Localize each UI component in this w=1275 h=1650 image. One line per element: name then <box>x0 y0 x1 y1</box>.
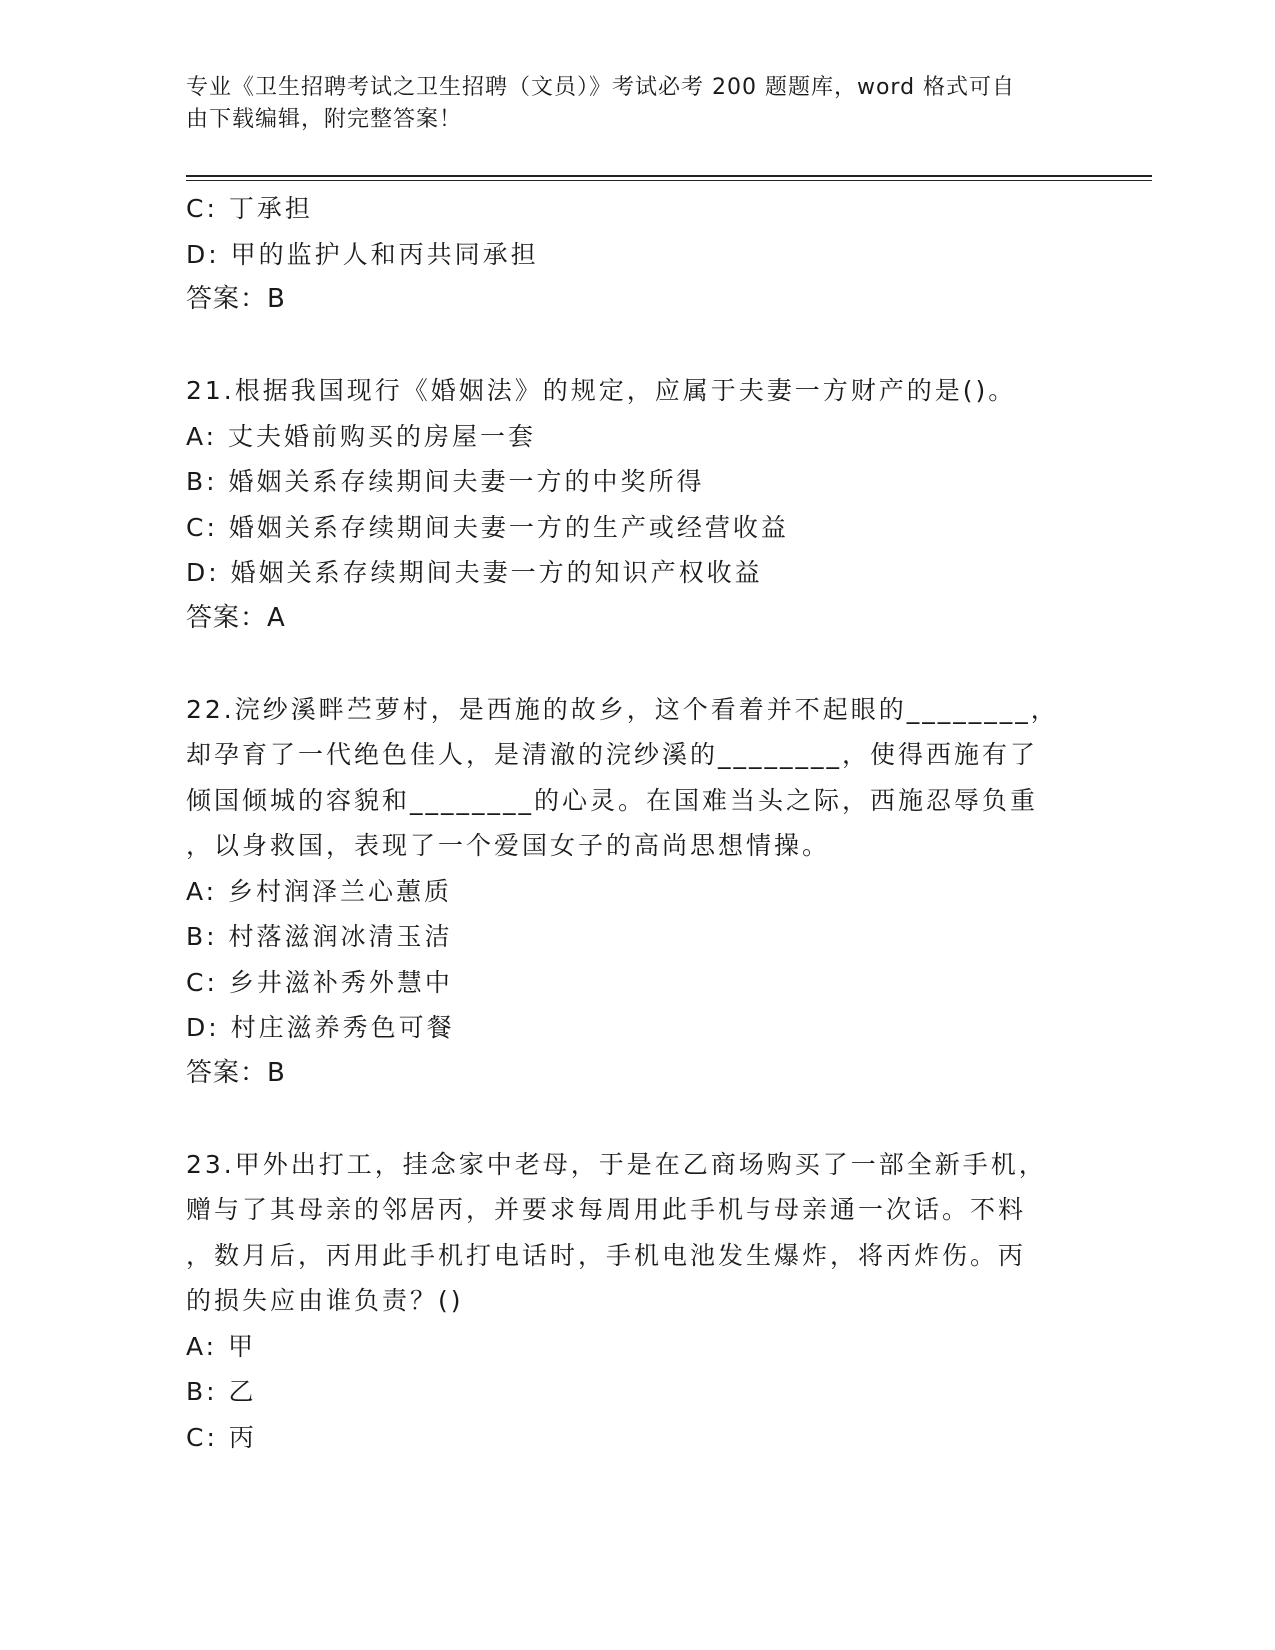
q22-stem-line-1: 22.浣纱溪畔苎萝村，是西施的故乡，这个看着并不起眼的________， <box>186 694 1059 724</box>
header-line-2: 由下载编辑，附完整答案！ <box>186 107 463 132</box>
q23-option-b: B: 乙 <box>186 1377 257 1406</box>
document-header <box>186 72 1066 136</box>
header-divider-thin <box>186 180 1152 181</box>
q23-stem-line-1: 23.甲外出打工，挂念家中老母，于是在乙商场购买了一部全新手机， <box>186 1149 1047 1179</box>
q22-option-b: B: 村落滋润冰清玉洁 <box>186 922 453 951</box>
q22-stem-line-4: ，以身救国，表现了一个爱国女子的高尚思想情操。 <box>186 831 831 860</box>
q21-option-d: D: 婚姻关系存续期间夫妻一方的知识产权收益 <box>186 558 763 587</box>
q21-stem: 21.根据我国现行《婚姻法》的规定，应属于夫妻一方财产的是()。 <box>186 376 1017 405</box>
q23-stem-line-2: 赠与了其母亲的邻居丙，并要求每周用此手机与母亲通一次话。不料 <box>186 1195 1027 1224</box>
header-divider-thick <box>186 175 1152 177</box>
spacer <box>186 323 1066 369</box>
question-content <box>186 186 1066 1460</box>
q23-option-c: C: 丙 <box>186 1422 257 1452</box>
q22-stem-line-2: 却孕育了一代绝色佳人，是清澈的浣纱溪的________，使得西施有了 <box>186 740 1039 769</box>
q22-stem-line-3: 倾国倾城的容貌和________的心灵。在国难当头之际，西施忍辱负重 <box>186 785 1039 815</box>
q23-stem-line-3: ，数月后，丙用此手机打电话时，手机电池发生爆炸，将丙炸伤。丙 <box>186 1240 1027 1270</box>
q22-answer: 答案：B <box>186 1057 286 1088</box>
q21-answer: 答案：A <box>186 602 286 633</box>
q21-option-a: A: 丈夫婚前购买的房屋一套 <box>186 421 537 451</box>
q21-option-c: C: 婚姻关系存续期间夫妻一方的生产或经营收益 <box>186 512 789 542</box>
q20-answer: 答案：B <box>186 284 286 314</box>
q20-option-c: C: 丁承担 <box>186 194 313 223</box>
q22-option-c: C: 乡井滋补秀外慧中 <box>186 967 453 997</box>
q23-stem-line-4: 的损失应由谁负责？() <box>186 1286 464 1315</box>
q23-option-a: A: 甲 <box>186 1331 257 1361</box>
q22-option-d: D: 村庄滋养秀色可餐 <box>186 1013 455 1042</box>
header-line-1: 专业《卫生招聘考试之卫生招聘（文员）》考试必考 200 题题库，word 格式可自 <box>186 75 1016 100</box>
q20-option-d: D: 甲的监护人和丙共同承担 <box>186 239 539 269</box>
spacer <box>186 1096 1066 1142</box>
q22-option-a: A: 乡村润泽兰心蕙质 <box>186 876 453 906</box>
spacer <box>186 641 1066 687</box>
q21-option-b: B: 婚姻关系存续期间夫妻一方的中奖所得 <box>186 467 705 496</box>
